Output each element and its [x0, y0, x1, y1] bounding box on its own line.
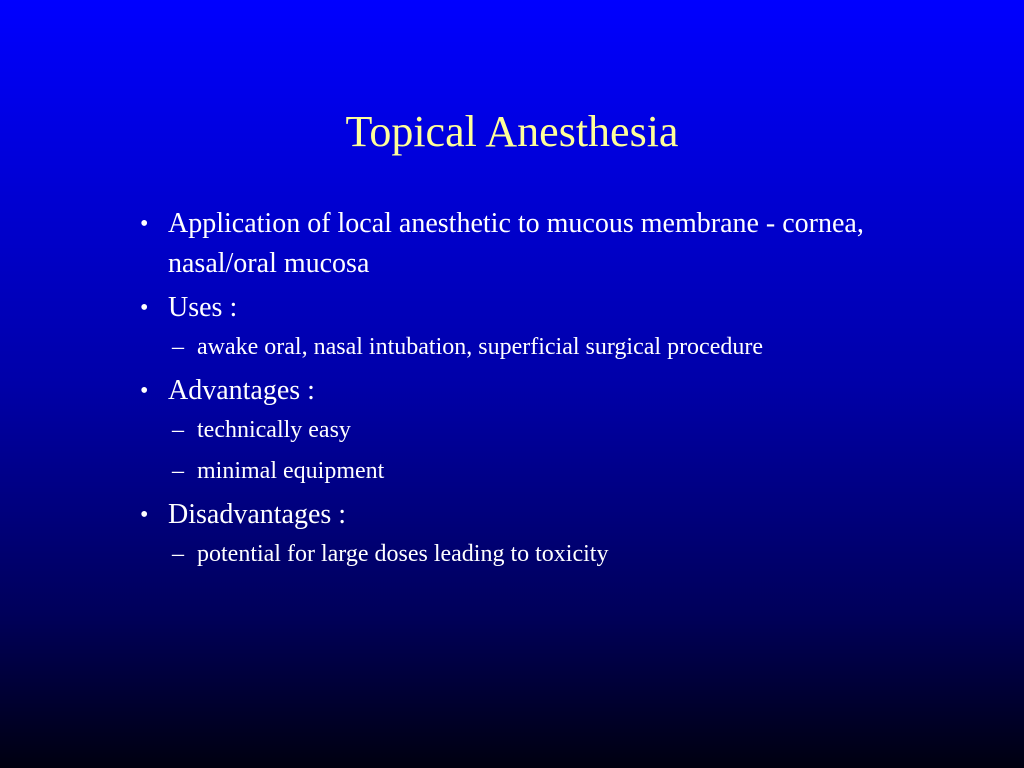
bullet-text: Advantages :: [168, 375, 315, 406]
bullet-item: [140, 371, 900, 411]
bullet-text: Application of local anesthetic to mucous membrane - cornea, nasal/oral mucosa: [168, 208, 864, 279]
sub-bullet-text: minimal equipment: [197, 458, 385, 484]
bullet-text: Disadvantages :: [168, 499, 347, 530]
sub-bullet-text: technically easy: [197, 417, 351, 443]
bullet-item: [140, 495, 900, 535]
sub-bullet-text: awake oral, nasal intubation, superficial surgical procedure: [197, 334, 764, 360]
sub-bullet-text: potential for large doses leading to toxicity: [197, 541, 609, 567]
bullet-text: Uses :: [168, 292, 238, 323]
dash-icon: –: [172, 541, 184, 567]
dash-icon: –: [172, 334, 184, 360]
dash-icon: –: [172, 417, 184, 443]
bullet-item: [140, 288, 900, 328]
sub-bullet-item: [140, 454, 900, 488]
sub-bullet-item: [140, 330, 900, 364]
sub-bullet-item: [140, 413, 900, 447]
sub-bullet-item: [140, 537, 900, 571]
slide-title: Topical Anesthesia: [345, 107, 679, 156]
bullet-icon: •: [140, 211, 149, 237]
bullet-list: [140, 200, 900, 578]
bullet-icon: •: [140, 378, 149, 404]
bullet-item: [140, 204, 900, 284]
bullet-icon: •: [140, 295, 149, 321]
bullet-icon: •: [140, 502, 149, 528]
dash-icon: –: [172, 458, 184, 484]
